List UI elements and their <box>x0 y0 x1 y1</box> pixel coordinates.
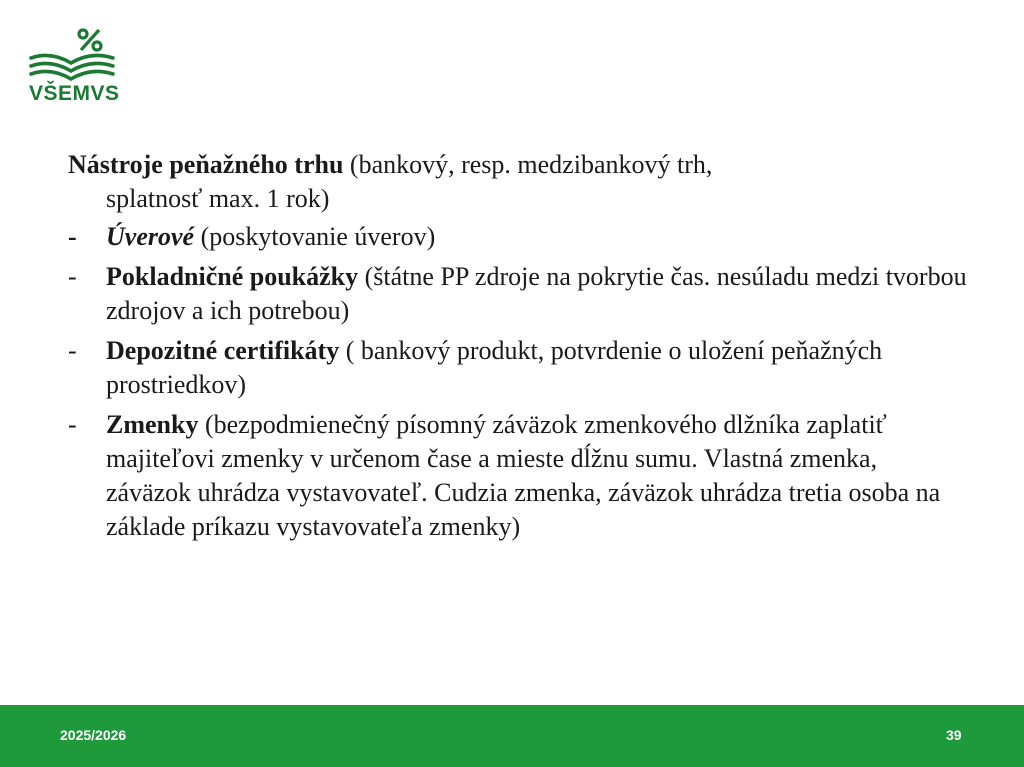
bullet-marker: - <box>68 222 77 251</box>
bullet-desc: (poskytovanie úverov) <box>194 222 436 251</box>
logo <box>27 25 119 107</box>
bullet-term: Úverové <box>106 222 195 251</box>
bullet-term: Zmenky <box>106 410 199 439</box>
heading <box>68 148 968 182</box>
bullet-marker: - <box>68 410 77 439</box>
footer-bar <box>0 705 1024 767</box>
bullet-term: Depozitné certifikáty <box>106 336 340 365</box>
heading-continuation: splatnosť max. 1 rok) <box>106 184 330 213</box>
heading-title: Nástroje peňažného trhu <box>68 150 344 179</box>
bullet-desc: (štátne PP zdroje na pokrytie čas. nesúladu medzi tvorbou zdrojov a ich potrebou) <box>106 262 967 325</box>
slide-content <box>68 148 968 550</box>
bullet-marker: - <box>68 336 77 365</box>
book-percent-icon <box>27 25 119 83</box>
bullet-term: Pokladničné poukážky <box>106 262 359 291</box>
logo-text: VŠEMVS <box>29 82 120 105</box>
list-item <box>68 260 968 328</box>
list-item <box>68 334 968 402</box>
list-item <box>68 220 968 254</box>
footer-year: 2025/2026 <box>60 727 127 743</box>
bullet-list <box>68 220 968 544</box>
page-number: 39 <box>946 727 962 743</box>
list-item <box>68 408 968 544</box>
bullet-marker: - <box>68 262 77 291</box>
bullet-desc: (bezpodmienečný písomný záväzok zmenkového dlžníka zaplatiť majiteľovi zmenky v určenom čase a mieste dĺžnu sumu. Vlastná zmenka, záväzok uhrádza vystavovateľ. Cudzia zmenka, záväzok uhrádza tretia osoba na základe príkazu vystavovateľa zmenky) <box>106 410 941 541</box>
bullet-desc: ( bankový produkt, potvrdenie o uložení peňažných prostriedkov) <box>106 336 883 399</box>
heading-note: (bankový, resp. medzibankový trh, <box>343 150 713 179</box>
